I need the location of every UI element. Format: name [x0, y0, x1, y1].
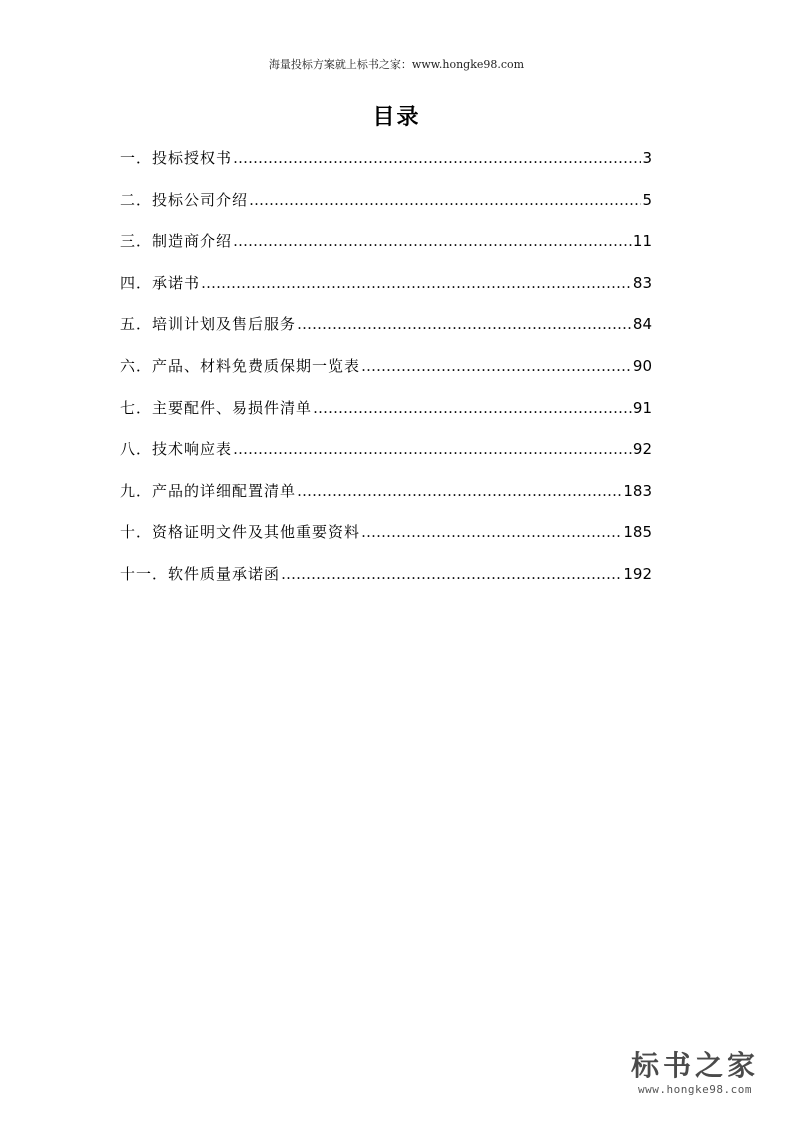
toc-entry-label: 二．投标公司介绍: [120, 190, 249, 209]
toc-leader-dots: [361, 520, 622, 544]
toc-entry-label: 七．主要配件、易损件清单: [120, 398, 313, 417]
toc-entry-label: 十一．软件质量承诺函: [120, 564, 281, 583]
page-title: 目录: [372, 105, 421, 130]
toc-leader-dots: [233, 146, 641, 170]
toc-entry-2[interactable]: [120, 188, 652, 230]
toc-entry-label: 六．产品、材料免费质保期一览表: [120, 356, 361, 375]
toc-entry-page: 3: [642, 149, 652, 167]
toc-leader-dots: [281, 562, 622, 586]
toc-entry-page: 83: [632, 273, 652, 292]
site-watermark: [615, 1049, 775, 1096]
toc-entry-label: 四．承诺书: [120, 273, 201, 292]
toc-entry-page: 192: [623, 564, 652, 583]
toc-entry-page: 84: [632, 315, 652, 334]
toc-entry-3[interactable]: [120, 229, 652, 271]
toc-leader-dots: [201, 271, 632, 295]
toc-entry-page: 185: [623, 523, 652, 542]
watermark-url: www.hongke98.com: [638, 1083, 752, 1096]
toc-entry-label: 八．技术响应表: [120, 440, 233, 459]
toc-leader-dots: [297, 479, 622, 503]
toc-entry-9[interactable]: [120, 479, 652, 521]
table-of-contents: [120, 146, 652, 604]
toc-entry-label: 十．资格证明文件及其他重要资料: [120, 523, 361, 542]
toc-entry-4[interactable]: [120, 271, 652, 313]
toc-leader-dots: [233, 229, 632, 253]
toc-entry-6[interactable]: [120, 354, 652, 396]
toc-entry-10[interactable]: [120, 520, 652, 562]
toc-leader-dots: [361, 354, 632, 378]
toc-leader-dots: [249, 188, 641, 212]
toc-entry-7[interactable]: [120, 396, 652, 438]
toc-entry-page: 11: [632, 232, 652, 251]
toc-entry-page: 183: [623, 481, 652, 500]
watermark-logo: 标书之家: [630, 1049, 759, 1082]
toc-entry-page: 5: [642, 190, 652, 209]
toc-entry-8[interactable]: [120, 437, 652, 479]
toc-entry-label: 三．制造商介绍: [120, 232, 233, 251]
toc-entry-page: 91: [632, 398, 652, 417]
page-header: 海量投标方案就上标书之家：www.hongke98.com: [268, 58, 525, 71]
toc-entry-11[interactable]: [120, 562, 652, 604]
toc-entry-label: 五．培训计划及售后服务: [120, 315, 297, 334]
toc-entry-page: 90: [632, 356, 652, 375]
toc-entry-5[interactable]: [120, 312, 652, 354]
toc-leader-dots: [313, 396, 632, 420]
toc-entry-label: 一．投标授权书: [120, 149, 233, 167]
toc-leader-dots: [297, 312, 632, 336]
toc-entry-label: 九．产品的详细配置清单: [120, 481, 297, 500]
toc-leader-dots: [233, 437, 632, 461]
toc-entry-page: 92: [632, 440, 652, 459]
toc-entry-1[interactable]: [120, 146, 652, 188]
